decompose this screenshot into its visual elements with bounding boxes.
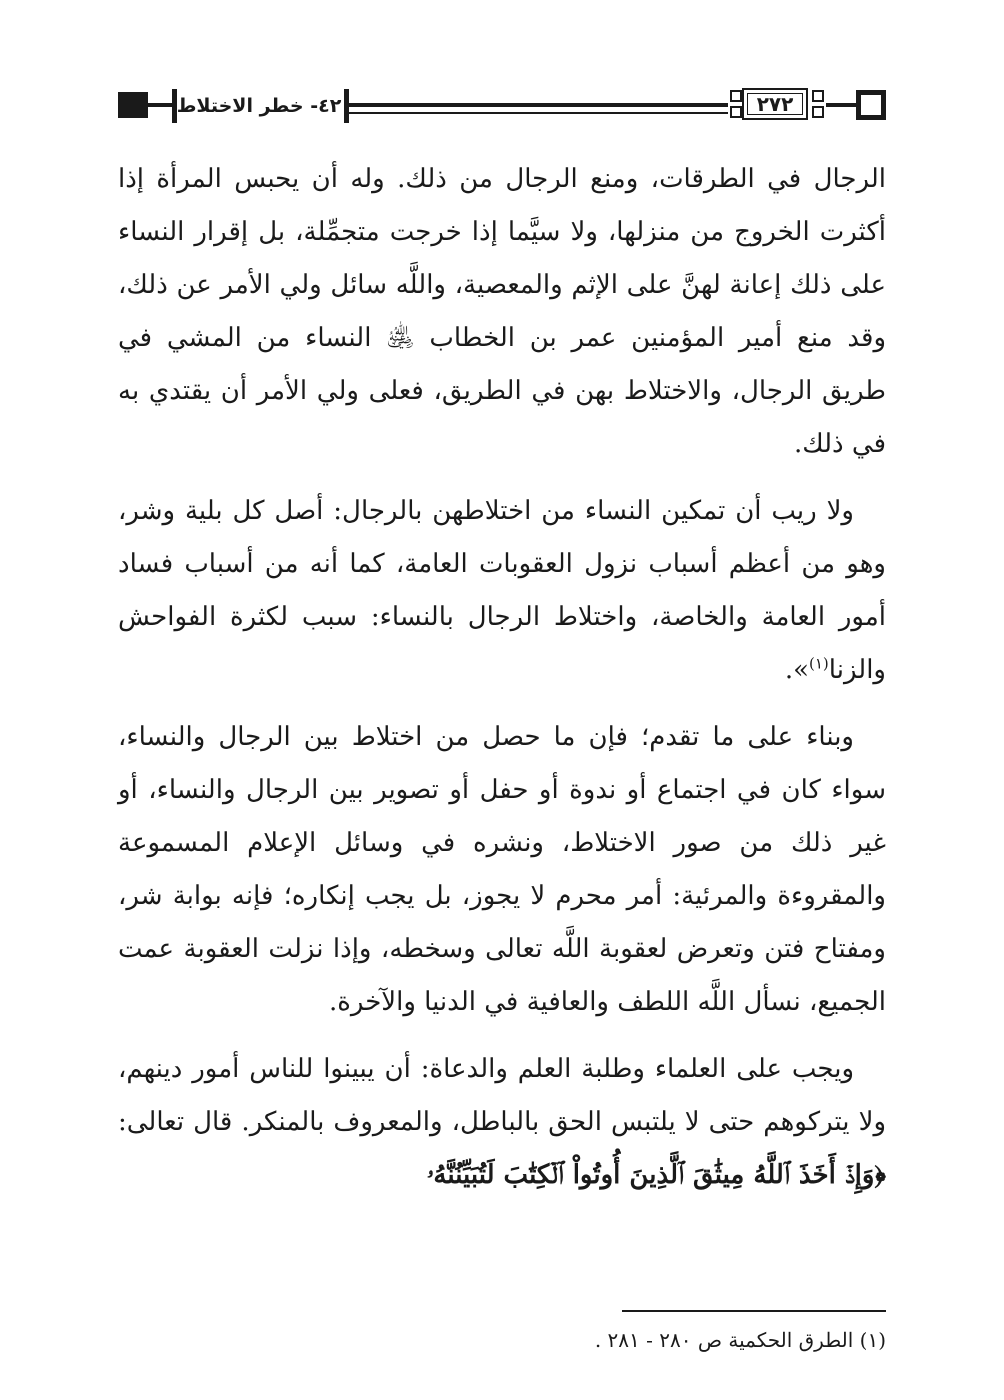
paragraph-text: ولا ريب أن تمكين النساء من اختلاطهن بالرجال: أصل كل بلية وشر، وهو من أعظم أسباب نزول العقوبات العامة، كما أنه من أسباب فساد أمور العامة والخاصة، واختلاط الرجال بالنساء: سبب لكثرة الفواحش والزنا <box>118 496 886 685</box>
quran-verse: ﴿وَإِذۡ أَخَذَ ٱللَّهُ مِيثَٰقَ ٱلَّذِينَ أُوتُواْ ٱلۡكِتَٰبَ لَتُبَيِّنُنَّهُۥ <box>426 1160 886 1190</box>
paragraph <box>118 1043 886 1202</box>
page-number-frame <box>728 88 826 122</box>
header-rule <box>148 103 174 107</box>
header-rule <box>349 112 728 114</box>
footnote: (١) الطرق الحكمية ص ٢٨٠ - ٢٨١ . <box>594 1328 886 1352</box>
header-ornament-right <box>856 90 886 120</box>
paragraph-text: ويجب على العلماء وطلبة العلم والدعاة: أن يبينوا للناس أمور دينهم، ولا يتركوهم حتى لا يلتبس الحق بالباطل، والمعروف بالمنكر. قال تعالى: <box>118 1054 886 1137</box>
header-ornament-left <box>118 92 148 118</box>
footnote-separator <box>622 1310 886 1312</box>
header-rule <box>349 103 728 107</box>
footnote-marker[interactable]: (١) <box>809 654 829 673</box>
page-header <box>118 86 886 126</box>
paragraph: وبناء على ما تقدم؛ فإن ما حصل من اختلاط بين الرجال والنساء، سواء كان في اجتماع أو ندوة أو حفل أو تصوير بين الرجال والنساء، أو غير ذلك من صور الاختلاط، ونشره في وسائل الإعلام المسموعة والمقروءة والمرئية: أمر محرم لا يجوز، بل يجب إنكاره؛ فإنه بوابة شر، ومفتاح فتن وتعرض لعقوبة اللَّه تعالى وسخطه، وإذا نزلت العقوبة عمت الجميع، نسأل اللَّه اللطف والعافية في الدنيا والآخرة. <box>118 722 886 1017</box>
paragraph-end: ». <box>784 655 809 685</box>
header-rule <box>826 103 856 107</box>
frame-knot <box>812 90 824 102</box>
paragraph: الرجال في الطرقات، ومنع الرجال من ذلك. وله أن يحبس المرأة إذا أكثرت الخروج من منزلها، ولا سيَّما إذا خرجت متجمِّلة، بل إقرار النساء على ذلك إعانة لهنَّ على الإثم والمعصية، واللَّه سائل ولي الأمر عن ذلك، وقد منع أمير المؤمنين عمر بن الخطاب ﵁ النساء من المشي في طريق الرجال، والاختلاط بهن في الطريق، فعلى ولي الأمر أن يقتدي به في ذلك. <box>118 164 886 459</box>
paragraph <box>118 485 886 697</box>
section-title: ٤٢- خطر الاختلاط <box>176 95 342 117</box>
page-body <box>118 153 886 1202</box>
frame-knot <box>730 90 742 102</box>
page-number: ٢٧٢ <box>756 92 794 116</box>
frame-knot <box>730 106 742 118</box>
frame-knot <box>812 106 824 118</box>
